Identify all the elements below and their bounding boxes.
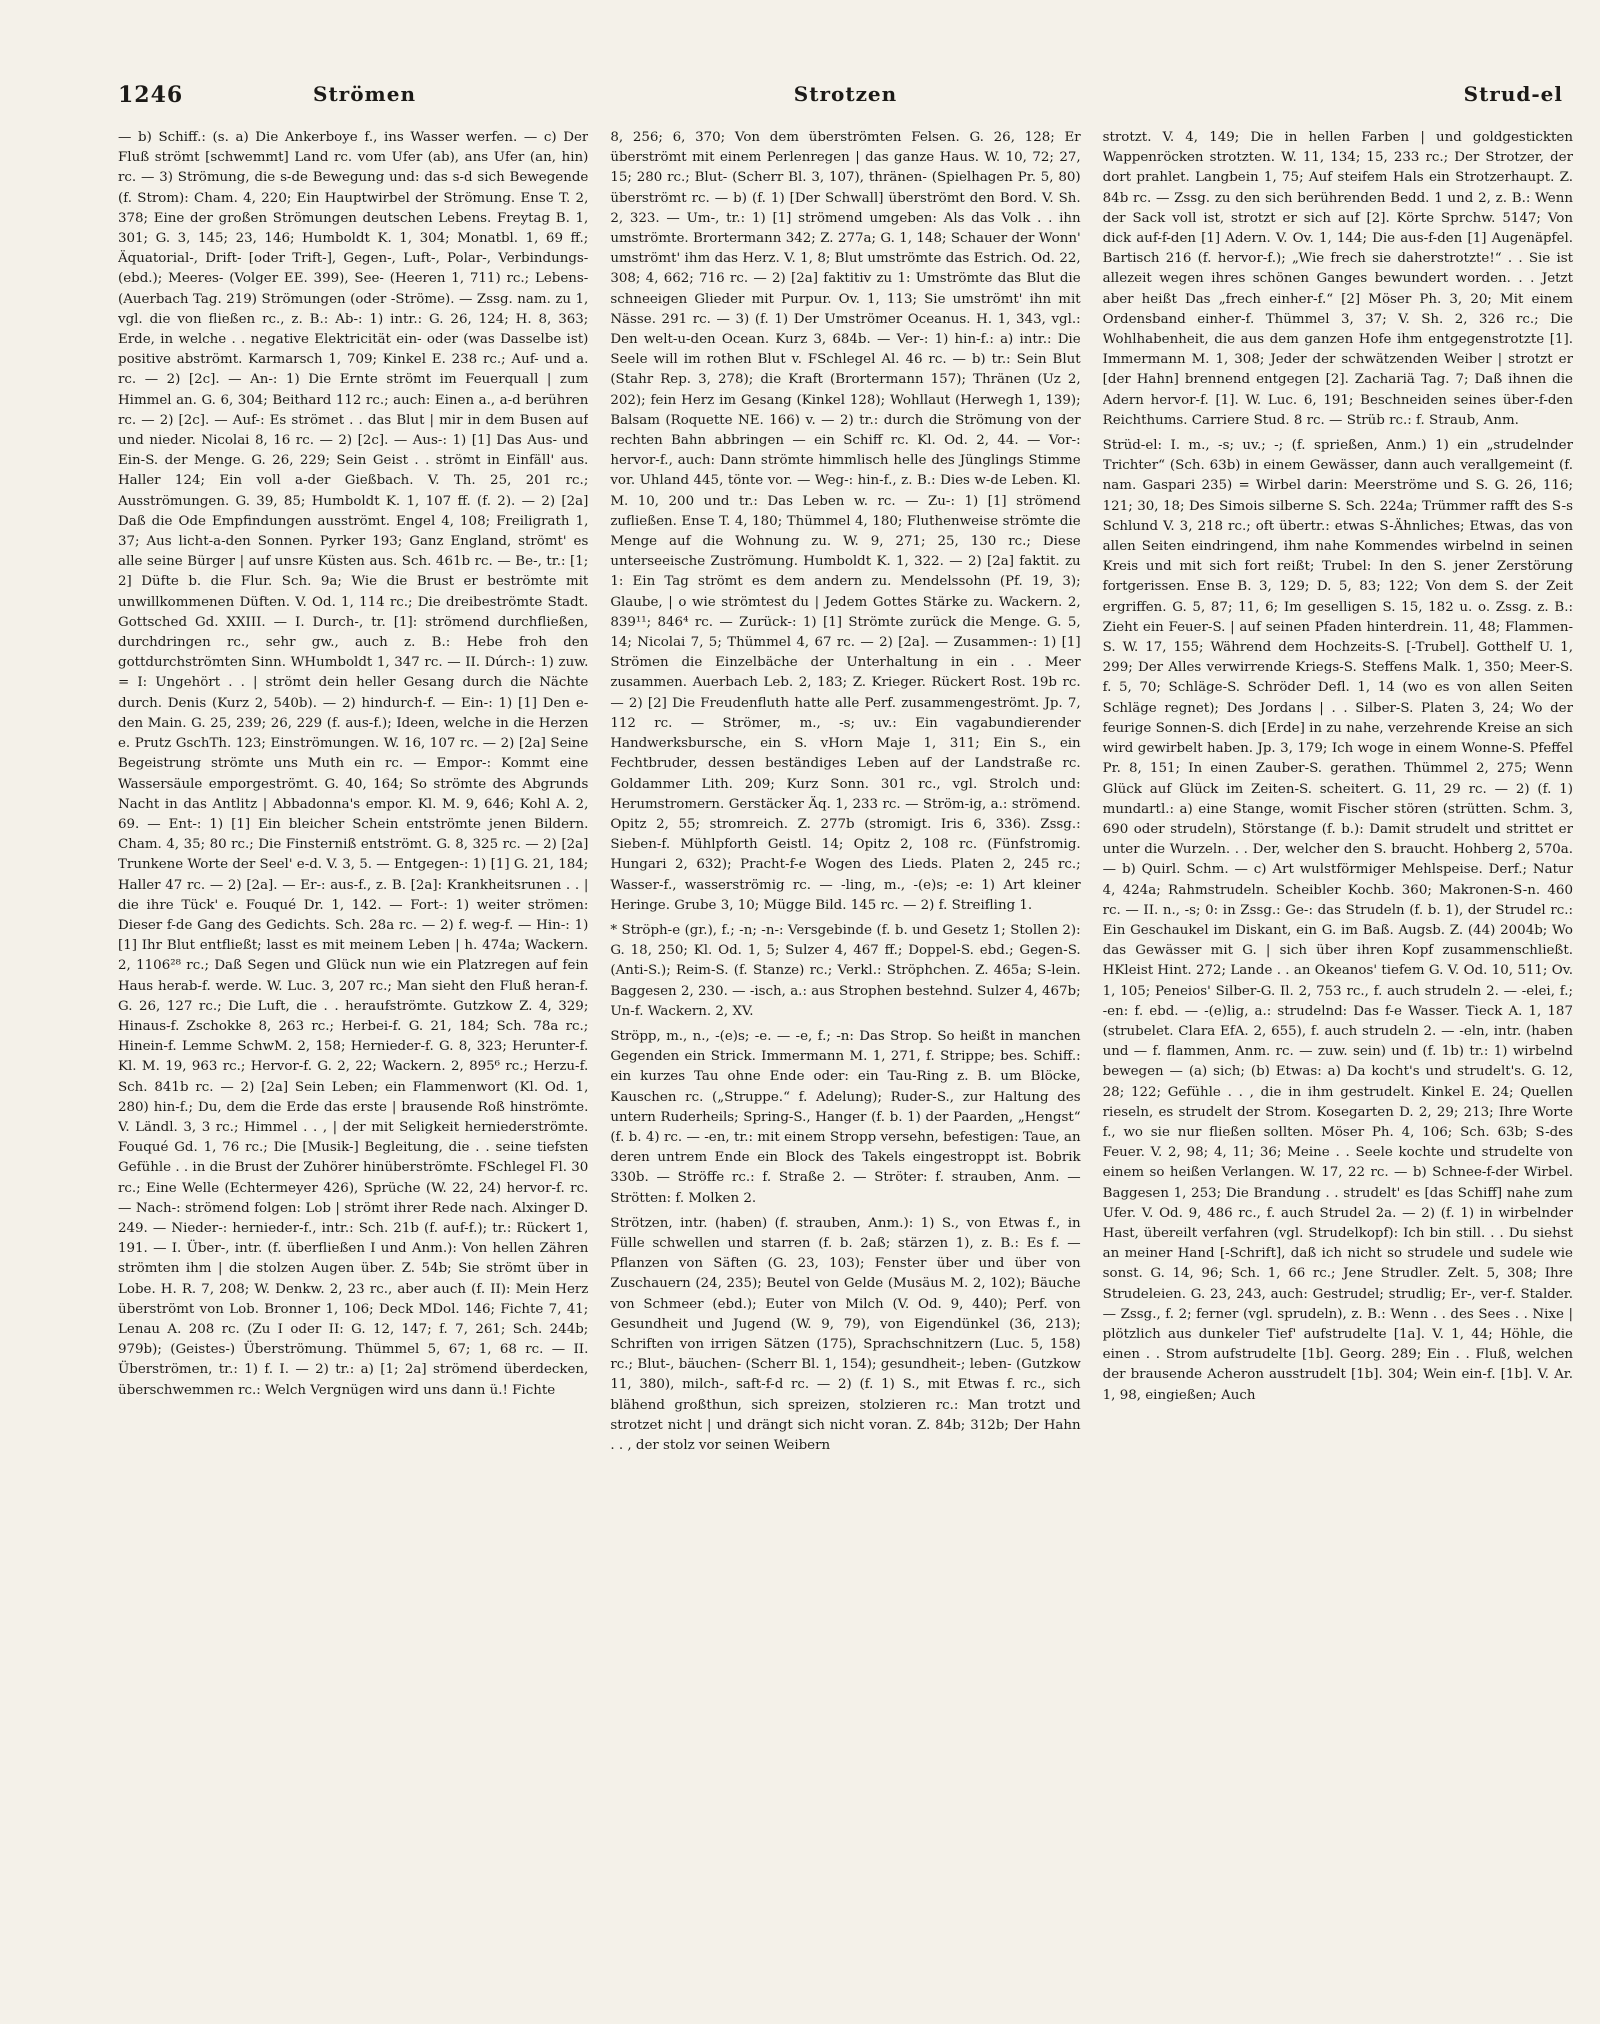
- text-columns: [118, 128, 1573, 1985]
- right-guide-word: Strud-el: [1463, 82, 1563, 106]
- column-middle: [610, 128, 1080, 1985]
- column-left: [118, 128, 588, 1985]
- entry-paragraph: Ströpp, m., n., -(e)s; -e. — -e, f.; -n: Das Strop. So heißt in manchen Gegenden ein Strick. Immermann M. 1, 271, f. Strippe; bes. Schiff.: ein kurzes Tau ohne Ende oder: ein Tau-Ring z. B. um Blöcke, Kauschen rc. („Struppe.“ f. Adelung); Ruder-S., zur Haltung des untern Ruderheils; Spring-S., Hanger (f. b. 1) der Paarden, „Hengst“ (f. b. 4) rc. — -en, tr.: mit einem Stropp versehn, befestigen: Taue, an deren untrem Ende ein Block des Takels eingestroppt ist. Bobrik 330b. — Ströffe rc.: f. Straße 2. — Ströter: f. strauben, Anm. — Strötten: f. Molken 2.: [610, 1028, 1081, 1206]
- entry-paragraph: strotzt. V. 4, 149; Die in hellen Farben | und goldgestickten Wappenröcken strotzten. W. 11, 134; 15, 233 rc.; Der Strotzer, der dort prahlet. Langbein 1, 75; Auf steifem Hals ein Strotzerhaupt. Z. 84b rc. — Zssg. zu den sich berührenden Bedd. 1 und 2, z. B.: Wenn der Sack voll ist, strotzt er sich auf [2]. Körte Sprchw. 5147; Von dick auf-f-den [1] Adern. V. Ov. 1, 144; Die aus-f-den [1] Augenäpfel. Bartisch 216 (f. hervor-f.); „Wie frech sie daherstrotzte!“ . . Sie ist allezeit wegen ihres schönen Ganges bewundert worden. . . Jetzt aber heißt Das „frech einher-f.“ [2] Möser Ph. 3, 20; Mit einem Ordensband einher-f. Thümmel 3, 37; V. Sh. 2, 326 rc.; Die Wohlhabenheit, die aus dem ganzen Hofe ihm entgegenstrotzte [1]. Immermann M. 1, 308; Jeder der schwätzenden Weiber | strotzt er [der Hahn] brennend entgegen [2]. Zachariä Tag. 7; Daß ihnen die Adern hervor-f. [1]. W. Luc. 6, 191; Beschneiden seines über-f-den Reichthums. Carriere Stud. 8 rc. — Strüb rc.: f. Straub, Anm.: [1102, 130, 1573, 428]
- entry-paragraph: Strötzen, intr. (haben) (f. strauben, Anm.): 1) S., von Etwas f., in Fülle schwellen und starren (f. b. 2aß; stärzen 1), z. B.: Es f. — Pflanzen von Säften (G. 23, 103); Fenster über und über von Zuschauern (24, 235); Beutel von Gelde (Musäus M. 2, 102); Bäuche von Schmeer (ebd.); Euter von Milch (V. Od. 9, 440); Perf. von Gesundheit und Jugend (W. 9, 79), von Eigendünkel (36, 213); Schriften von irrigen Sätzen (175), Sprachschnitzern (Luc. 5, 158) rc.; Blut-, bäuchen- (Scherr Bl. 1, 154); gesundheit-; leben- (Gutzkow 11, 380), milch-, saft-f-d rc. — 2) (f. 1) S., mit Etwas f. rc., sich blähend großthun, sich spreizen, stolzieren rc.: Man trotzt und strotzet nicht | und drängt sich nicht voran. Z. 84b; 312b; Der Hahn . . , der stolz vor seinen Weibern: [610, 1215, 1081, 1453]
- column-right: [1103, 128, 1573, 1985]
- page-number: 1246: [118, 82, 184, 108]
- left-guide-word: Strömen: [313, 82, 416, 106]
- dictionary-page: [118, 70, 1573, 1985]
- page-header: [118, 70, 1573, 110]
- center-guide-word: Strotzen: [793, 82, 898, 106]
- entry-paragraph: — b) Schiff.: (s. a) Die Ankerboye f., ins Wasser werfen. — c) Der Fluß strömt [schwemmt] Land rc. vom Ufer (ab), ans Ufer (an, hin) rc. — 3) Strömung, die s-de Bewegung und: das s-d sich Bewegende (f. Strom): Cham. 4, 220; Ein Hauptwirbel der Strömung. Ense T. 2, 378; Eine der großen Strömungen deutschen Lebens. Freytag B. 1, 301; G. 3, 145; 23, 146; Humboldt K. 1, 304; Monatbl. 1, 69 ff.; Äquatorial-, Drift- [oder Trift-], Gegen-, Luft-, Polar-, Verbindungs- (ebd.); Meeres- (Volger EE. 399), See- (Heeren 1, 711) rc.; Lebens- (Auerbach Tag. 219) Strömungen (oder -Ströme). — Zssg. nam. zu 1, vgl. die von fließen rc., z. B.: Ab-: 1) intr.: G. 26, 124; H. 8, 363; Erde, in welche . . negative Elektricität ein- oder (was Dasselbe ist) positive abströmt. Karmarsch 1, 709; Kinkel E. 238 rc.; Auf- und a. rc. — 2) [2c]. — An-: 1) Die Ernte strömt im Feuerquall | zum Himmel an. G. 6, 304; Beithard 112 rc.; auch: Einen a., a-d berühren rc. — 2) [2c]. — Auf-: Es strömet . . das Blut | mir in dem Busen auf und nieder. Nicolai 8, 16 rc. — 2) [2c]. — Aus-: 1) [1] Das Aus- und Ein-S. der Menge. G. 26, 229; Sein Geist . . strömt in Einfäll' aus. Haller 124; Ein voll a-der Gießbach. V. Th. 25, 201 rc.; Ausströmungen. G. 39, 85; Humboldt K. 1, 107 ff. (f. 2). — 2) [2a] Daß die Ode Empfindungen ausströmt. Engel 4, 108; Freiligrath 1, 37; Aus licht-a-den Sonnen. Pyrker 193; Ganz England, strömt' es alle seine Bürger | auf unsre Küsten aus. Sch. 461b rc. — Be-, tr.: [1; 2] Düfte b. die Flur. Sch. 9a; Wie die Brust er beströmte mit unwillkommenen Düften. V. Od. 1, 114 rc.; Die dreibeströmte Stadt. Gottsched Gd. XXIII. — I. Durch-, tr. [1]: strömend durchfließen, durchdringen rc., sehr gw., auch z. B.: Hebe froh den gottdurchströmten Sinn. WHumboldt 1, 347 rc. — II. Dúrch-: 1) zuw. = I: Ungehört . . | strömt dein heller Gesang durch die Nächte durch. Denis (Kurz 2, 540b). — 2) hindurch-f. — Ein-: 1) [1] Den e-den Main. G. 25, 239; 26, 229 (f. aus-f.); Ideen, welche in die Herzen e. Prutz GschTh. 123; Einströmungen. W. 16, 107 rc. — 2) [2a] Seine Begeistrung strömte uns Muth ein rc. — Empor-: Kommt eine Wassersäule emporgeströmt. G. 40, 164; So strömte des Abgrunds Nacht in das Antlitz | Abbadonna's empor. Kl. M. 9, 646; Kohl A. 2, 69. — Ent-: 1) [1] Ein bleicher Schein entströmte jenen Bildern. Cham. 4, 35; 80 rc.; Die Finsterniß entströmt. G. 8, 325 rc. — 2) [2a] Trunkene Worte der Seel' e-d. V. 3, 5. — Entgegen-: 1) [1] G. 21, 184; Haller 47 rc. — 2) [2a]. — Er-: aus-f., z. B. [2a]: Krankheitsrunen . . | die ihre Tück' e. Fouqué Dr. 1, 142. — Fort-: 1) weiter strömen: Dieser f-de Gang des Gedichts. Sch. 28a rc. — 2) f. weg-f. — Hin-: 1) [1] Ihr Blut entfließt; lasst es mit meinem Leben | h. 474a; Wackern. 2, 1106²⁸ rc.; Daß Segen und Glück nun wie ein Platzregen auf fein Haus herab-f. werde. W. Luc. 3, 207 rc.; Man sieht den Fluß heran-f. G. 26, 127 rc.; Die Luft, die . . heraufströmte. Gutzkow Z. 4, 329; Hinaus-f. Zschokke 8, 263 rc.; Herbei-f. G. 21, 184; Sch. 78a rc.; Hinein-f. Lemme SchwM. 2, 158; Hernieder-f. G. 8, 323; Herunter-f. Kl. M. 19, 963 rc.; Hervor-f. G. 2, 22; Wackern. 2, 895⁶ rc.; Herzu-f. Sch. 841b rc. — 2) [2a] Sein Leben; ein Flammenwort (Kl. Od. 1, 280) hin-f.; Du, dem die Erde das erste | brausende Roß hinströmte. V. Ländl. 3, 3 rc.; Himmel . . , | der mit Seligkeit herniederströmte. Fouqué Gd. 1, 76 rc.; Die [Musik-] Begleitung, die . . seine tiefsten Gefühle . . in die Brust der Zuhörer hinüberströmte. FSchlegel Fl. 30 rc.; Eine Welle (Echtermeyer 426), Sprüche (W. 22, 24) hervor-f. rc. — Nach-: strömend folgen: Lob | strömt ihrer Rede nach. Alxinger D. 249. — Nieder-: hernieder-f., intr.: Sch. 21b (f. auf-f.); tr.: Rückert 1, 191. — I. Über-, intr. (f. überfließen I und Anm.): Von hellen Zähren strömten ihm | die stolzen Augen über. Z. 54b; Sie strömt über in Lobe. H. R. 7, 208; W. Denkw. 2, 23 rc., aber auch (f. II): Mein Herz überströmt von Lob. Bronner 1, 106; Deck MDol. 146; Fichte 7, 41; Lenau A. 208 rc. (Zu I oder II: G. 12, 147; f. 7, 261; Sch. 244b; 979b); (Geistes-) Überströmung. Thümmel 5, 67; 1, 68 rc. — II. Überströmen, tr.: 1) f. I. — 2) tr.: a) [1; 2a] strömend überdecken, überschwemmen rc.: Welch Vergnügen wird uns dann ü.! Fichte: [118, 130, 589, 1398]
- entry-paragraph: Strüd-el: I. m., -s; uv.; -; (f. sprießen, Anm.) 1) ein „strudelnder Trichter“ (Sch. 63b) in einem Gewässer, dann auch verallgemeint (f. nam. Gaspari 235) = Wirbel darin: Meerströme und S. G. 26, 116; 121; 30, 18; Des Simois silberne S. Sch. 224a; Trümmer rafft des S-s Schlund V. 3, 218 rc.; oft übertr.: etwas S-Ähnliches; Etwas, das von allen Seiten eindringend, ihm nahe Kommendes wirbelnd in seinen Kreis und mit sich fort reißt; Trubel: In den S. jener Zerstörung fortgerissen. Ense B. 3, 129; D. 5, 83; 122; Von dem S. der Zeit ergriffen. G. 5, 87; 11, 6; Im geselligen S. 15, 182 u. o. Zssg. z. B.: Zieht ein Feuer-S. | auf seinen Pfaden hinterdrein. 11, 48; Flammen-S. W. 17, 155; Während dem Hochzeits-S. [-Trubel]. Gotthelf U. 1, 299; Der Alles verwirrende Kriegs-S. Steffens Malk. 1, 350; Meer-S. f. 5, 70; Schläge-S. Schröder Defl. 1, 14 (wo es von allen Seiten Schläge regnet); Des Jordans | . . Silber-S. Platen 3, 24; Wo der feurige Sonnen-S. dich [Erde] in zu nahe, verzehrende Kreise an sich wird gewirbelt haben. Jp. 3, 179; Ich woge in einem Wonne-S. Pfeffel Pr. 8, 151; In einen Zauber-S. gerathen. Thümmel 2, 275; Wenn Glück auf Glück im Zeiten-S. scheitert. G. 11, 29 rc. — 2) (f. 1) mundartl.: a) eine Stange, womit Fischer stören (strütten. Schm. 3, 690 oder strudeln), Störstange (f. b.): Damit strudelt und strittet er unter die Wurzeln. . . Der, welcher den S. braucht. Hohberg 2, 570a. — b) Quirl. Schm. — c) Art wulstförmiger Mehlspeise. Derf.; Natur 4, 424a; Rahmstrudeln. Scheibler Kochb. 360; Makronen-S-n. 460 rc. — II. n., -s; 0: in Zssg.: Ge-: das Strudeln (f. b. 1), der Strudel rc.: Ein Geschaukel im Diskant, ein G. im Baß. Augsb. Z. (44) 2004b; Wo das Gewässer mit G. | sich über ihren Kopf zusammenschließt. HKleist Hint. 272; Lande . . an Okeanos' tiefem G. V. Od. 10, 511; Ov. 1, 105; Peneios' Silber-G. Il. 2, 753 rc., f. auch strudeln 2. — -elei, f.; -en: f. ebd. — -(e)lig, a.: strudelnd: Das f-e Wasser. Tieck A. 1, 187 (strubelet. Clara EfA. 2, 655), f. auch strudeln 2. — -eln, intr. (haben und — f. flammen, Anm. rc. — zuw. sein) und (f. 1b) tr.: 1) wirbelnd bewegen — (a) sich; (b) Etwas: a) Da kocht's und strudelt's. G. 12, 28; 122; Gefühle . . , die in ihm gestrudelt. Kinkel E. 24; Quellen rieseln, es strudelt der Strom. Kosegarten D. 2, 29; 213; Ihre Worte f., wo sie nur fließen sollten. Möser Ph. 4, 106; Sch. 63b; S-des Feuer. V. 2, 98; 4, 11; 36; Meine . . Seele kochte und strudelte von einem so heißen Verlangen. W. 17, 22 rc. — b) Schnee-f-der Wirbel. Baggesen 1, 253; Die Brandung . . strudelt' es [das Schiff] nahe zum Ufer. V. Od. 9, 486 rc., f. auch Strudel 2a. — 2) (f. 1) in wirbelnder Hast, übereilt verfahren (vgl. Strudelkopf): Ich bin still. . . Du siehst an meiner Hand [-Schrift], daß ich nicht so strudele und sudele wie sonst. G. 14, 96; Sch. 1, 66 rc.; Jene Strudler. Zelt. 5, 308; Ihre Strudeleien. G. 23, 243, auch: Gestrudel; strudlig; Er-, ver-f. Stalder. — Zssg., f. 2; ferner (vgl. sprudeln), z. B.: Wenn . . des Sees . . Nixe | plötzlich aus dunkeler Tief' aufstrudelte [1a]. V. 1, 44; Höhle, die einen . . Strom aufstrudelte [1b]. Georg. 289; Ein . . Fluß, welchen der brausende Acheron ausstrudelt [1b]. 304; Wein ein-f. [1b]. V. Ar. 1, 98, eingießen; Auch: [1102, 438, 1573, 1403]
- entry-paragraph: 8, 256; 6, 370; Von dem überströmten Felsen. G. 26, 128; Er überströmt mit einem Perlenregen | das ganze Haus. W. 10, 72; 27, 15; 280 rc.; Blut- (Scherr Bl. 3, 107), thränen- (Spielhagen Pr. 5, 80) überströmt rc. — b) (f. 1) [Der Schwall] überströmt den Bord. V. Sh. 2, 323. — Um-, tr.: 1) [1] strömend umgeben: Als das Volk . . ihn umströmte. Brortermann 342; Z. 277a; G. 1, 148; Schauer der Wonn' umströmt' ihm das Herz. V. 1, 8; Blut umströmte das Estrich. Od. 22, 308; 4, 662; 716 rc. — 2) [2a] faktitiv zu 1: Umströmte das Blut die schneeigen Glieder mit Purpur. Ov. 1, 113; Sie umströmt' ihn mit Nässe. 291 rc. — 3) (f. 1) Der Umströmer Oceanus. H. 1, 343, vgl.: Den welt-u-den Ocean. Kurz 3, 684b. — Ver-: 1) hin-f.: a) intr.: Die Seele will im rothen Blut v. FSchlegel Al. 46 rc. — b) tr.: Sein Blut (Stahr Rep. 3, 278); die Kraft (Brortermann 157); Thränen (Uz 2, 202); fein Herz im Gesang (Kinkel 128); Wohllaut (Herwegh 1, 139); Balsam (Roquette NE. 166) v. — 2) tr.: durch die Strömung von der rechten Bahn abbringen — ein Schiff rc. Kl. Od. 2, 44. — Vor-: hervor-f., auch: Dann strömte himmlisch helle des Jünglings Stimme vor. Uhland 445, tönte vor. — Weg-: hin-f., z. B.: Dies w-de Leben. Kl. M. 10, 200 und tr.: Das Leben w. rc. — Zu-: 1) [1] strömend zufließen. Ense T. 4, 180; Thümmel 4, 180; Fluthenweise strömte die Menge auf die Wohnung zu. W. 9, 271; 25, 130 rc.; Diese unterseeische Zuströmung. Humboldt K. 1, 322. — 2) [2a] faktit. zu 1: Ein Tag strömt es dem andern zu. Mendelssohn (Pf. 19, 3); Glaube, | o wie strömtest du | Jedem Gottes Stärke zu. Wackern. 2, 839¹¹; 846⁴ rc. — Zurück-: 1) [1] Strömte zurück die Menge. G. 5, 14; Nicolai 7, 5; Thümmel 4, 67 rc. — 2) [2a]. — Zusammen-: 1) [1] Strömen die Einzelbäche der Unterhaltung in ein . . Meer zusammen. Auerbach Leb. 2, 183; Z. Krieger. Rückert Rost. 19b rc. — 2) [2] Die Freudenfluth hatte alle Perf. zusammengeströmt. Jp. 7, 112 rc. — Strömer, m., -s; uv.: Ein vagabundierender Handwerksbursche, ein S. vHorn Maje 1, 311; Ein S., ein Fechtbruder, dessen beständiges Leben auf der Landstraße rc. Goldammer Lith. 209; Kurz Sonn. 301 rc., vgl. Strolch und: Herumstromern. Gerstäcker Äq. 1, 233 rc. — Ström-ig, a.: strömend. Opitz 2, 55; stromreich. Z. 277b (stromigt. Iris 6, 336). Zssg.: Sieben-f. Mühlpforth Geistl. 14; Opitz 2, 108 rc. (Fünfstromig. Hungari 2, 632); Pracht-f-e Wogen des Lieds. Platen 2, 245 rc.; Wasser-f., wasserströmig rc. — -ling, m., -(e)s; -e: 1) Art kleiner Heringe. Grube 3, 10; Mügge Bild. 145 rc. — 2) f. Streifling 1.: [610, 130, 1081, 913]
- entry-paragraph: * Ströph-e (gr.), f.; -n; -n-: Versgebinde (f. b. und Gesetz 1; Stollen 2): G. 18, 250; Kl. Od. 1, 5; Sulzer 4, 467 ff.; Doppel-S. ebd.; Gegen-S. (Anti-S.); Reim-S. (f. Stanze) rc.; Verkl.: Ströphchen. Z. 465a; S-lein. Baggesen 2, 230. — -isch, a.: aus Strophen bestehnd. Sulzer 4, 467b; Un-f. Wackern. 2, XV.: [610, 922, 1081, 1019]
